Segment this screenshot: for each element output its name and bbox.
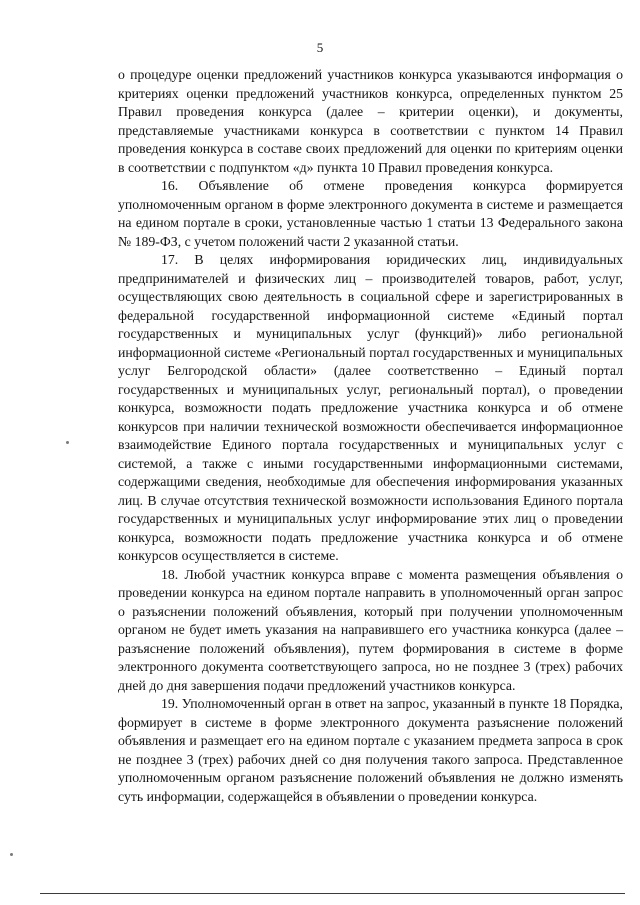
document-body <box>118 66 623 806</box>
paragraph-continuation: о процедуре оценки предложений участников конкурса указываются информация о критериях оценки предложений участников конкурса, определенных пунктом 25 Правил проведения конкурса (далее – критерии оценки), и документы, представляемые участниками конкурса в соответствии с пунктом 14 Правил проведения конкурса в составе своих предложений для оценки по критериям оценки в соответствии с подпунктом «д» пункта 10 Правил проведения конкурса. <box>118 67 623 175</box>
paragraph-16: 16. Объявление об отмене проведения конкурса формируется уполномоченным органом в форме электронного документа в системе и размещается на едином портале в сроки, установленные частью 1 статьи 13 Федерального закона № 189-ФЗ, с учетом положений части 2 указанной статьи. <box>118 178 623 249</box>
footer-rule <box>40 893 625 894</box>
scan-speck-bottom <box>10 853 13 856</box>
page-number: 5 <box>316 40 324 55</box>
paragraph-18: 18. Любой участник конкурса вправе с момента размещения объявления о проведении конкурса на едином портале направить в уполномоченный орган запрос о разъяснении положений объявления, который при получении уполномоченным органом не будет иметь указания на направившего его участника конкурса (далее – разъяснение положений объявления), путем формирования в системе в форме электронного документа соответствующего запроса, но не позднее 3 (трех) рабочих дней до дня завершения подачи предложений участников конкурса. <box>118 566 623 693</box>
scan-speck-top <box>66 441 69 444</box>
paragraph-17: 17. В целях информирования юридических лиц, индивидуальных предпринимателей и физических лиц – производителей товаров, работ, услуг, осуществляющих свою деятельность в социальной сфере и зарегистрированных в федеральной государственной информационной системе «Единый портал государственных и муниципальных услуг (функций)» либо региональной информационной системе «Региональный портал государственных и муниципальных услуг Белгородской области» (далее соответственно – Единый портал государственных и муниципальных услуг, региональный портал), о проведении конкурса, возможности подать предложение участника конкурса и об отмене конкурсов при наличии технической возможности обеспечивается информационное взаимодействие Единого портала государственных и муниципальных услуг с системой, а также с иными государственными информационными системами, содержащими сведения, необходимые для обеспечения информирования указанных лиц. В случае отсутствия технической возможности использования Единого портала государственных и муниципальных услуг информирование этих лиц о проведении конкурса, возможности подать предложение участника конкурса и об отмене конкурсов осуществляется в системе. <box>118 252 623 563</box>
paragraph-19: 19. Уполномоченный орган в ответ на запрос, указанный в пункте 18 Порядка, формирует в системе в форме электронного документа разъяснение положений объявления и размещает его на едином портале с указанием предмета запроса в срок не позднее 3 (трех) рабочих дней со дня получения такого запроса. Представленное уполномоченным органом разъяснение положений объявления не должно изменять суть информации, содержащейся в объявлении о проведении конкурса. <box>118 696 623 804</box>
